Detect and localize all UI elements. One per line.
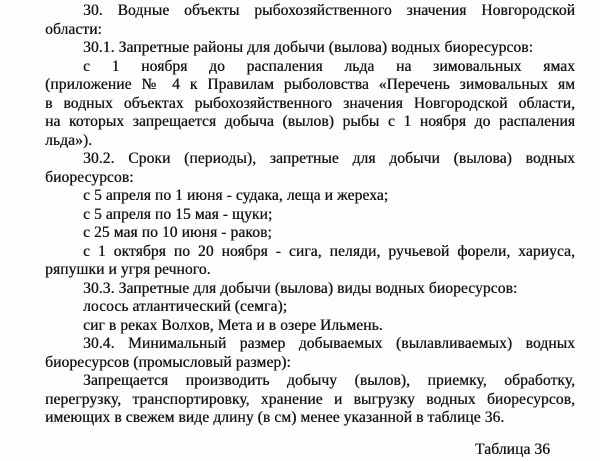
paragraph xyxy=(45,335,575,372)
document-line: сиг в реках Волхов, Мета и в озере Ильмень. xyxy=(83,316,383,334)
document-line: льда»). xyxy=(45,131,93,149)
document-line: 30.2. Сроки (периоды), запретные для добычи (вылова) водных xyxy=(83,150,575,167)
document-line: 30.3. Запретные для добычи (вылова) виды водных биоресурсов: xyxy=(83,279,518,297)
document-line: с 1 октября по 20 ноября - сига, пеляди, ручьевой форели, хариуса, xyxy=(83,242,575,260)
paragraph xyxy=(45,206,575,225)
document-line: биоресурсов (промысловый размер): xyxy=(45,353,291,371)
document-line: с 25 мая по 10 июня - раков; xyxy=(83,224,272,241)
document-line: имеющих в свежем виде длину (в см) менее указанной в таблице 36. xyxy=(45,409,505,426)
paragraph xyxy=(45,298,575,317)
document-body xyxy=(45,2,575,428)
paragraph xyxy=(45,280,575,299)
document-line: с 5 апреля по 15 мая - щуки; xyxy=(83,205,273,223)
paragraph xyxy=(45,39,575,58)
paragraph xyxy=(45,187,575,206)
paragraph xyxy=(45,58,575,151)
document-line: Запрещается производить добычу (вылов), приемку, обработку, xyxy=(83,372,575,389)
paragraph xyxy=(45,372,575,428)
document-line: в водных объектах рыбохозяйственного значения Новгородской области, xyxy=(45,94,575,112)
document-line: с 1 ноября до распаления льда на зимовальных ямах xyxy=(83,57,575,75)
document-line: биоресурсов: xyxy=(45,168,134,186)
document-line: лосось атлантический (семга); xyxy=(83,298,288,315)
document-line: (приложение № 4 к Правилам рыболовства «Перечень зимовальных ям xyxy=(45,76,575,93)
document-line: на которых запрещается добыча (вылов) рыбы с 1 ноября до распаления xyxy=(45,113,575,130)
document-line: с 5 апреля по 1 июня - судака, леща и жереха; xyxy=(83,187,389,204)
paragraph xyxy=(45,317,575,336)
document-line: области: xyxy=(45,20,102,38)
table-caption: Таблица 36 xyxy=(474,440,550,458)
document-line: 30.1. Запретные районы для добычи (вылова) водных биоресурсов: xyxy=(83,39,533,56)
paragraph xyxy=(45,224,575,243)
document-line: ряпушки и угря речного. xyxy=(45,261,211,278)
paragraph xyxy=(45,2,575,39)
document-line: 30.4. Минимальный размер добываемых (вылавливаемых) водных xyxy=(83,335,575,352)
paragraph xyxy=(45,243,575,280)
document-line: перегрузку, транспортировку, хранение и выгрузку водных биоресурсов, xyxy=(45,390,575,408)
paragraph xyxy=(45,150,575,187)
document-line: 30. Водные объекты рыбохозяйственного значения Новгородской xyxy=(83,2,575,19)
